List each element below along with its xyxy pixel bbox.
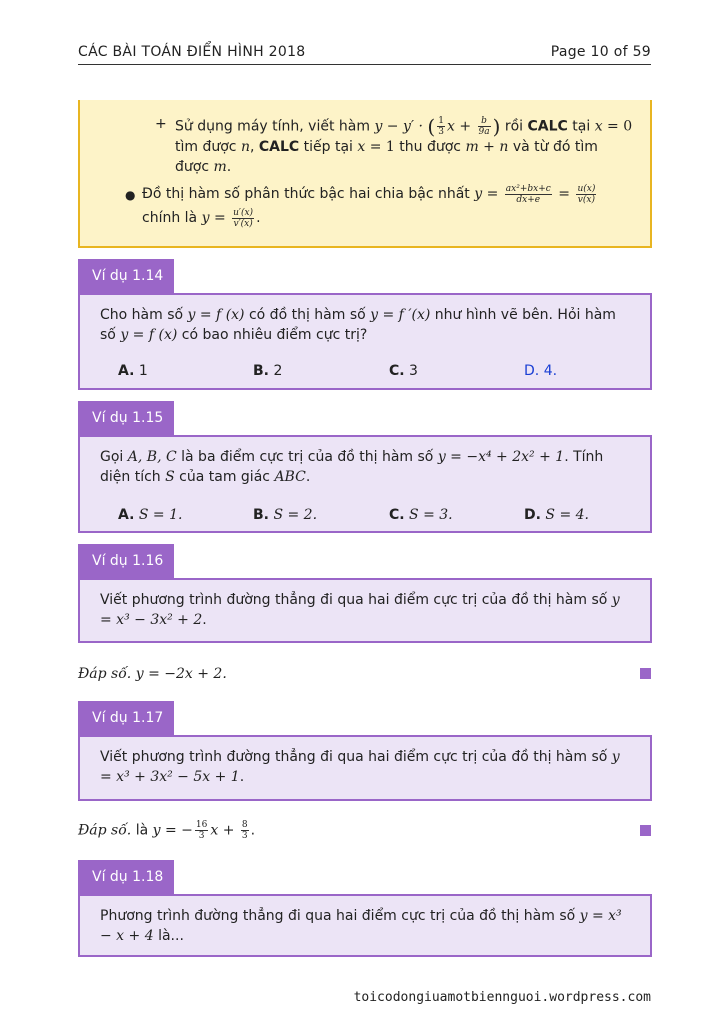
example-box-1-17: [78, 735, 652, 801]
example-question: Phương trình đường thẳng đi qua hai điểm cực trị của đồ thị hàm số y = x³ − x + 4 là...: [100, 908, 622, 944]
option-b: B. 2: [253, 363, 283, 379]
example-tab-1-17: Ví dụ 1.17: [78, 701, 174, 735]
example-box-1-14: [78, 293, 652, 390]
qed-square-icon: [640, 668, 651, 679]
example-box-1-18: [78, 894, 652, 957]
bullet-icon: ●: [125, 188, 136, 202]
example-box-1-16: [78, 578, 652, 643]
note-item-rational: Đồ thị hàm số phân thức bậc hai chia bậc nhất y = $\frac{\text{ax²+bx+c}}{dx+e}$ = $\frac{u(x)}{v(x)}$ chính là y = $\frac{u'(x)}{v'(x)}$ .: [142, 183, 596, 229]
option-c: C. S = 3.: [389, 507, 453, 523]
example-question: Cho hàm số y = f (x) có đồ thị hàm số y = f ′(x) như hình vẽ bên. Hỏi hàm số y = f (x) có bao nhiêu điểm cực trị?: [100, 307, 616, 343]
answer-1-17: Đáp số. là y = − $\frac{16}{3}$ x + $\frac{8}{3}$ .: [78, 820, 256, 841]
option-b: B. S = 2.: [253, 507, 318, 523]
plus-marker: +: [155, 116, 167, 132]
page-number: Page 10 of 59: [550, 44, 651, 60]
example-tab-1-18: Ví dụ 1.18: [78, 860, 174, 894]
note-item-calc: Sử dụng máy tính, viết hàm y − y′ · ( $\frac{1}{3}$ x + $\frac{b}{9a}$ ) rồi CALC tại x = 0 tìm được n, CALC tiếp tại x = 1 thu được m + n và từ đó tìm được m.: [175, 114, 633, 175]
option-d-correct: D. 4.: [524, 363, 558, 379]
qed-square-icon: [640, 825, 651, 836]
example-question: Gọi A, B, C là ba điểm cực trị của đồ thị hàm số y = −x⁴ + 2x² + 1. Tính diện tích S của tam giác ABC.: [100, 449, 604, 485]
footer-url: toicodongiuamotbiennguoi.wordpress.com: [353, 990, 651, 1005]
option-c: C. 3: [389, 363, 418, 379]
example-question: Viết phương trình đường thẳng đi qua hai điểm cực trị của đồ thị hàm số y = x³ + 3x² − 5x + 1.: [100, 749, 620, 785]
option-a: A. 1: [118, 363, 148, 379]
option-a: A. S = 1.: [118, 507, 183, 523]
note-box: [78, 100, 652, 248]
example-tab-1-16: Ví dụ 1.16: [78, 544, 174, 578]
document-title: CÁC BÀI TOÁN ĐIỂN HÌNH 2018: [78, 44, 306, 60]
example-tab-1-14: Ví dụ 1.14: [78, 259, 174, 293]
answer-1-16: Đáp số. y = −2x + 2.: [78, 666, 227, 682]
example-question: Viết phương trình đường thẳng đi qua hai điểm cực trị của đồ thị hàm số y = x³ − 3x² + 2.: [100, 592, 620, 628]
page-header: [78, 44, 651, 65]
example-box-1-15: [78, 435, 652, 533]
example-tab-1-15: Ví dụ 1.15: [78, 401, 174, 435]
option-d: D. S = 4.: [524, 507, 589, 523]
